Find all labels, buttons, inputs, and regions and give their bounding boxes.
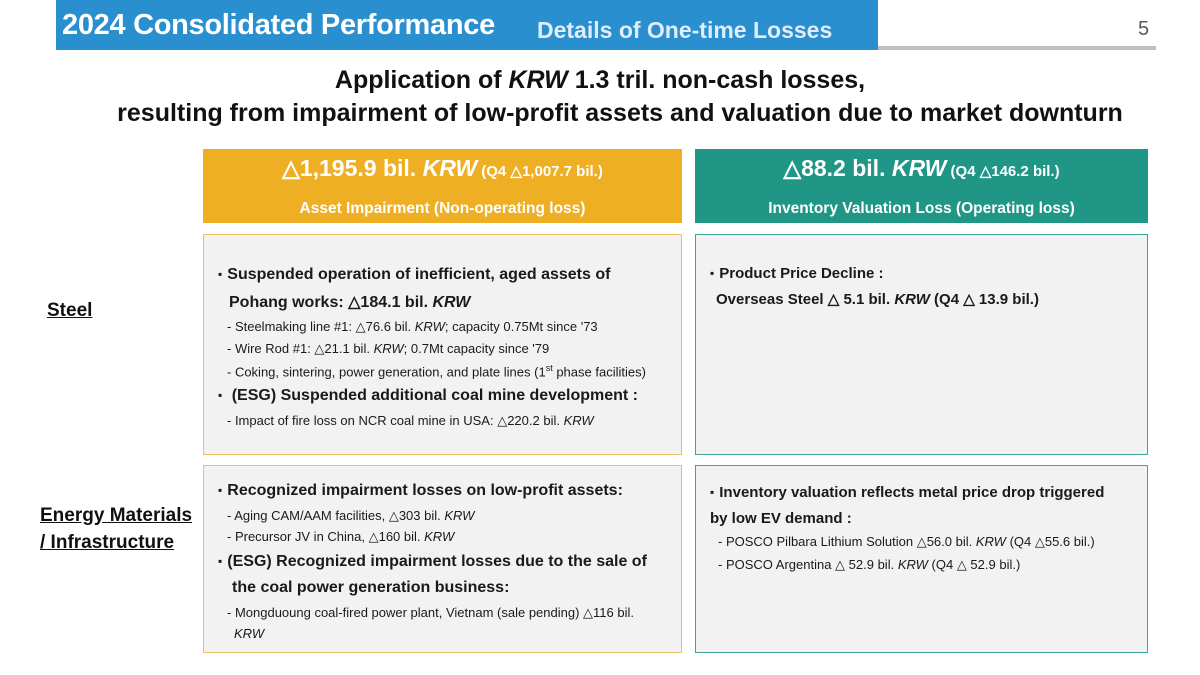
page-number: 5 <box>1138 18 1150 40</box>
steel-imp-d3-b: phase facilities) <box>552 364 646 380</box>
headline-krw: KRW <box>508 66 568 94</box>
energy-inv-d2-b: (Q4 △ 52.9 bil.) <box>927 557 1021 572</box>
energy-inv-b1-l2: by low EV demand : <box>710 510 852 527</box>
energy-imp-d1-a: - Aging CAM/AAM facilities, △303 bil. <box>227 508 445 523</box>
bullet-icon: ▪ <box>218 483 223 497</box>
title-rule <box>878 46 1156 50</box>
steel-imp-bullet-1 <box>218 266 610 284</box>
energy-inv-d1-b: (Q4 △55.6 bil.) <box>1005 534 1095 549</box>
steel-imp-b1-l1: Suspended operation of inefficient, aged assets of <box>227 266 611 283</box>
steel-imp-detail-4 <box>227 413 594 429</box>
bullet-icon: ▪ <box>218 554 223 568</box>
energy-imp-b2-l1: (ESG) Recognized impairment losses due to the sale of <box>227 553 647 570</box>
steel-imp-b1-krw: KRW <box>432 294 471 311</box>
steel-imp-detail-1 <box>227 319 598 335</box>
steel-imp-d3-a: - Coking, sintering, power generation, and plate lines (1 <box>227 364 546 380</box>
row-label-energy-2: / Infrastructure <box>40 532 175 553</box>
steel-imp-d4-a: - Impact of fire loss on NCR coal mine in USA: △220.2 bil. <box>227 413 564 428</box>
inventory-q4: (Q4 △146.2 bil.) <box>946 163 1060 180</box>
energy-imp-bullet-2 <box>218 553 647 571</box>
energy-inv-d1-krw: KRW <box>975 534 1006 549</box>
energy-impairment-box <box>203 465 682 653</box>
steel-imp-d2-b: ; 0.7Mt capacity since '79 <box>403 341 550 356</box>
energy-imp-detail-1 <box>227 508 474 524</box>
steel-imp-d4-krw: KRW <box>563 413 594 428</box>
inventory-header-box <box>695 149 1148 223</box>
energy-imp-d1-krw: KRW <box>444 508 475 523</box>
steel-inv-l2-a: Overseas Steel △ 5.1 bil. <box>716 291 895 308</box>
steel-imp-b2: (ESG) Suspended additional coal mine development : <box>227 387 638 404</box>
energy-inv-b1: Inventory valuation reflects metal price drop triggered <box>719 484 1105 501</box>
headline-text-a: Application of <box>334 66 509 94</box>
energy-imp-b2-l2: the coal power generation business: <box>232 579 510 596</box>
steel-inventory-box <box>695 234 1148 455</box>
energy-imp-detail-3: - Mongduoung coal-fired power plant, Vietnam (sale pending) △116 bil. <box>227 605 634 620</box>
steel-imp-d2-a: - Wire Rod #1: △21.1 bil. <box>227 341 374 356</box>
steel-imp-d3-sup: st <box>545 363 553 373</box>
impairment-label: Asset Impairment (Non-operating loss) <box>299 200 586 217</box>
impairment-header-box <box>203 149 682 223</box>
impairment-q4: (Q4 △1,007.7 bil.) <box>477 163 603 180</box>
headline-line-2: resulting from impairment of low-profit assets and valuation due to market downturn <box>117 99 1123 127</box>
steel-inv-line-2 <box>716 290 1039 308</box>
inventory-amount <box>695 155 1148 182</box>
bullet-icon: ▪ <box>218 267 223 281</box>
steel-imp-b1-l2-line <box>229 292 470 312</box>
inventory-amount-krw: KRW <box>891 155 947 181</box>
energy-inv-detail-1 <box>718 534 1095 550</box>
impairment-amount <box>203 155 682 182</box>
steel-imp-detail-2 <box>227 341 549 357</box>
steel-imp-d1-krw: KRW <box>414 319 445 334</box>
energy-imp-detail-2 <box>227 529 454 545</box>
energy-inv-detail-2 <box>718 557 1020 573</box>
energy-inventory-box <box>695 465 1148 653</box>
energy-inv-d2-krw: KRW <box>897 557 928 572</box>
energy-inv-bullet-1 <box>710 484 1104 501</box>
steel-imp-d1-b: ; capacity 0.75Mt since '73 <box>444 319 598 334</box>
energy-imp-bullet-1 <box>218 482 623 500</box>
impairment-amount-value: △1,195.9 bil. <box>282 155 423 181</box>
impairment-amount-krw: KRW <box>422 155 478 181</box>
energy-imp-b1: Recognized impairment losses on low-profit assets: <box>227 482 623 499</box>
inventory-label: Inventory Valuation Loss (Operating loss) <box>768 200 1075 217</box>
page-subtitle: Details of One-time Losses <box>537 17 833 43</box>
steel-inv-bullet-1 <box>710 265 883 282</box>
steel-inv-b1: Product Price Decline : <box>719 265 884 282</box>
page-title: 2024 Consolidated Performance <box>62 9 495 41</box>
bullet-icon: ▪ <box>218 388 223 402</box>
steel-impairment-box <box>203 234 682 455</box>
row-label-steel: Steel <box>47 300 93 321</box>
energy-inv-d2-a: - POSCO Argentina △ 52.9 bil. <box>718 557 898 572</box>
steel-inv-l2-b: (Q4 △ 13.9 bil.) <box>929 291 1039 308</box>
steel-imp-b1-l2: Pohang works: △184.1 bil. <box>229 294 433 311</box>
steel-imp-detail-3 <box>227 363 646 379</box>
steel-imp-bullet-2 <box>218 387 638 405</box>
steel-inv-l2-krw: KRW <box>894 291 930 308</box>
energy-imp-d2-krw: KRW <box>424 529 455 544</box>
energy-imp-d3-krw-line <box>234 626 264 641</box>
steel-imp-d2-krw: KRW <box>373 341 404 356</box>
bullet-icon: ▪ <box>710 485 715 499</box>
inventory-amount-value: △88.2 bil. <box>783 155 892 181</box>
energy-imp-d2-a: - Precursor JV in China, △160 bil. <box>227 529 425 544</box>
headline-text-b: 1.3 tril. non-cash losses, <box>567 66 866 94</box>
energy-imp-d3-krw: KRW <box>234 626 265 641</box>
headline-line-1 <box>0 66 1200 95</box>
steel-imp-d1-a: - Steelmaking line #1: △76.6 bil. <box>227 319 415 334</box>
bullet-icon: ▪ <box>710 266 715 280</box>
energy-inv-d1-a: - POSCO Pilbara Lithium Solution △56.0 bil. <box>718 534 976 549</box>
row-label-energy-1: Energy Materials <box>40 505 193 526</box>
